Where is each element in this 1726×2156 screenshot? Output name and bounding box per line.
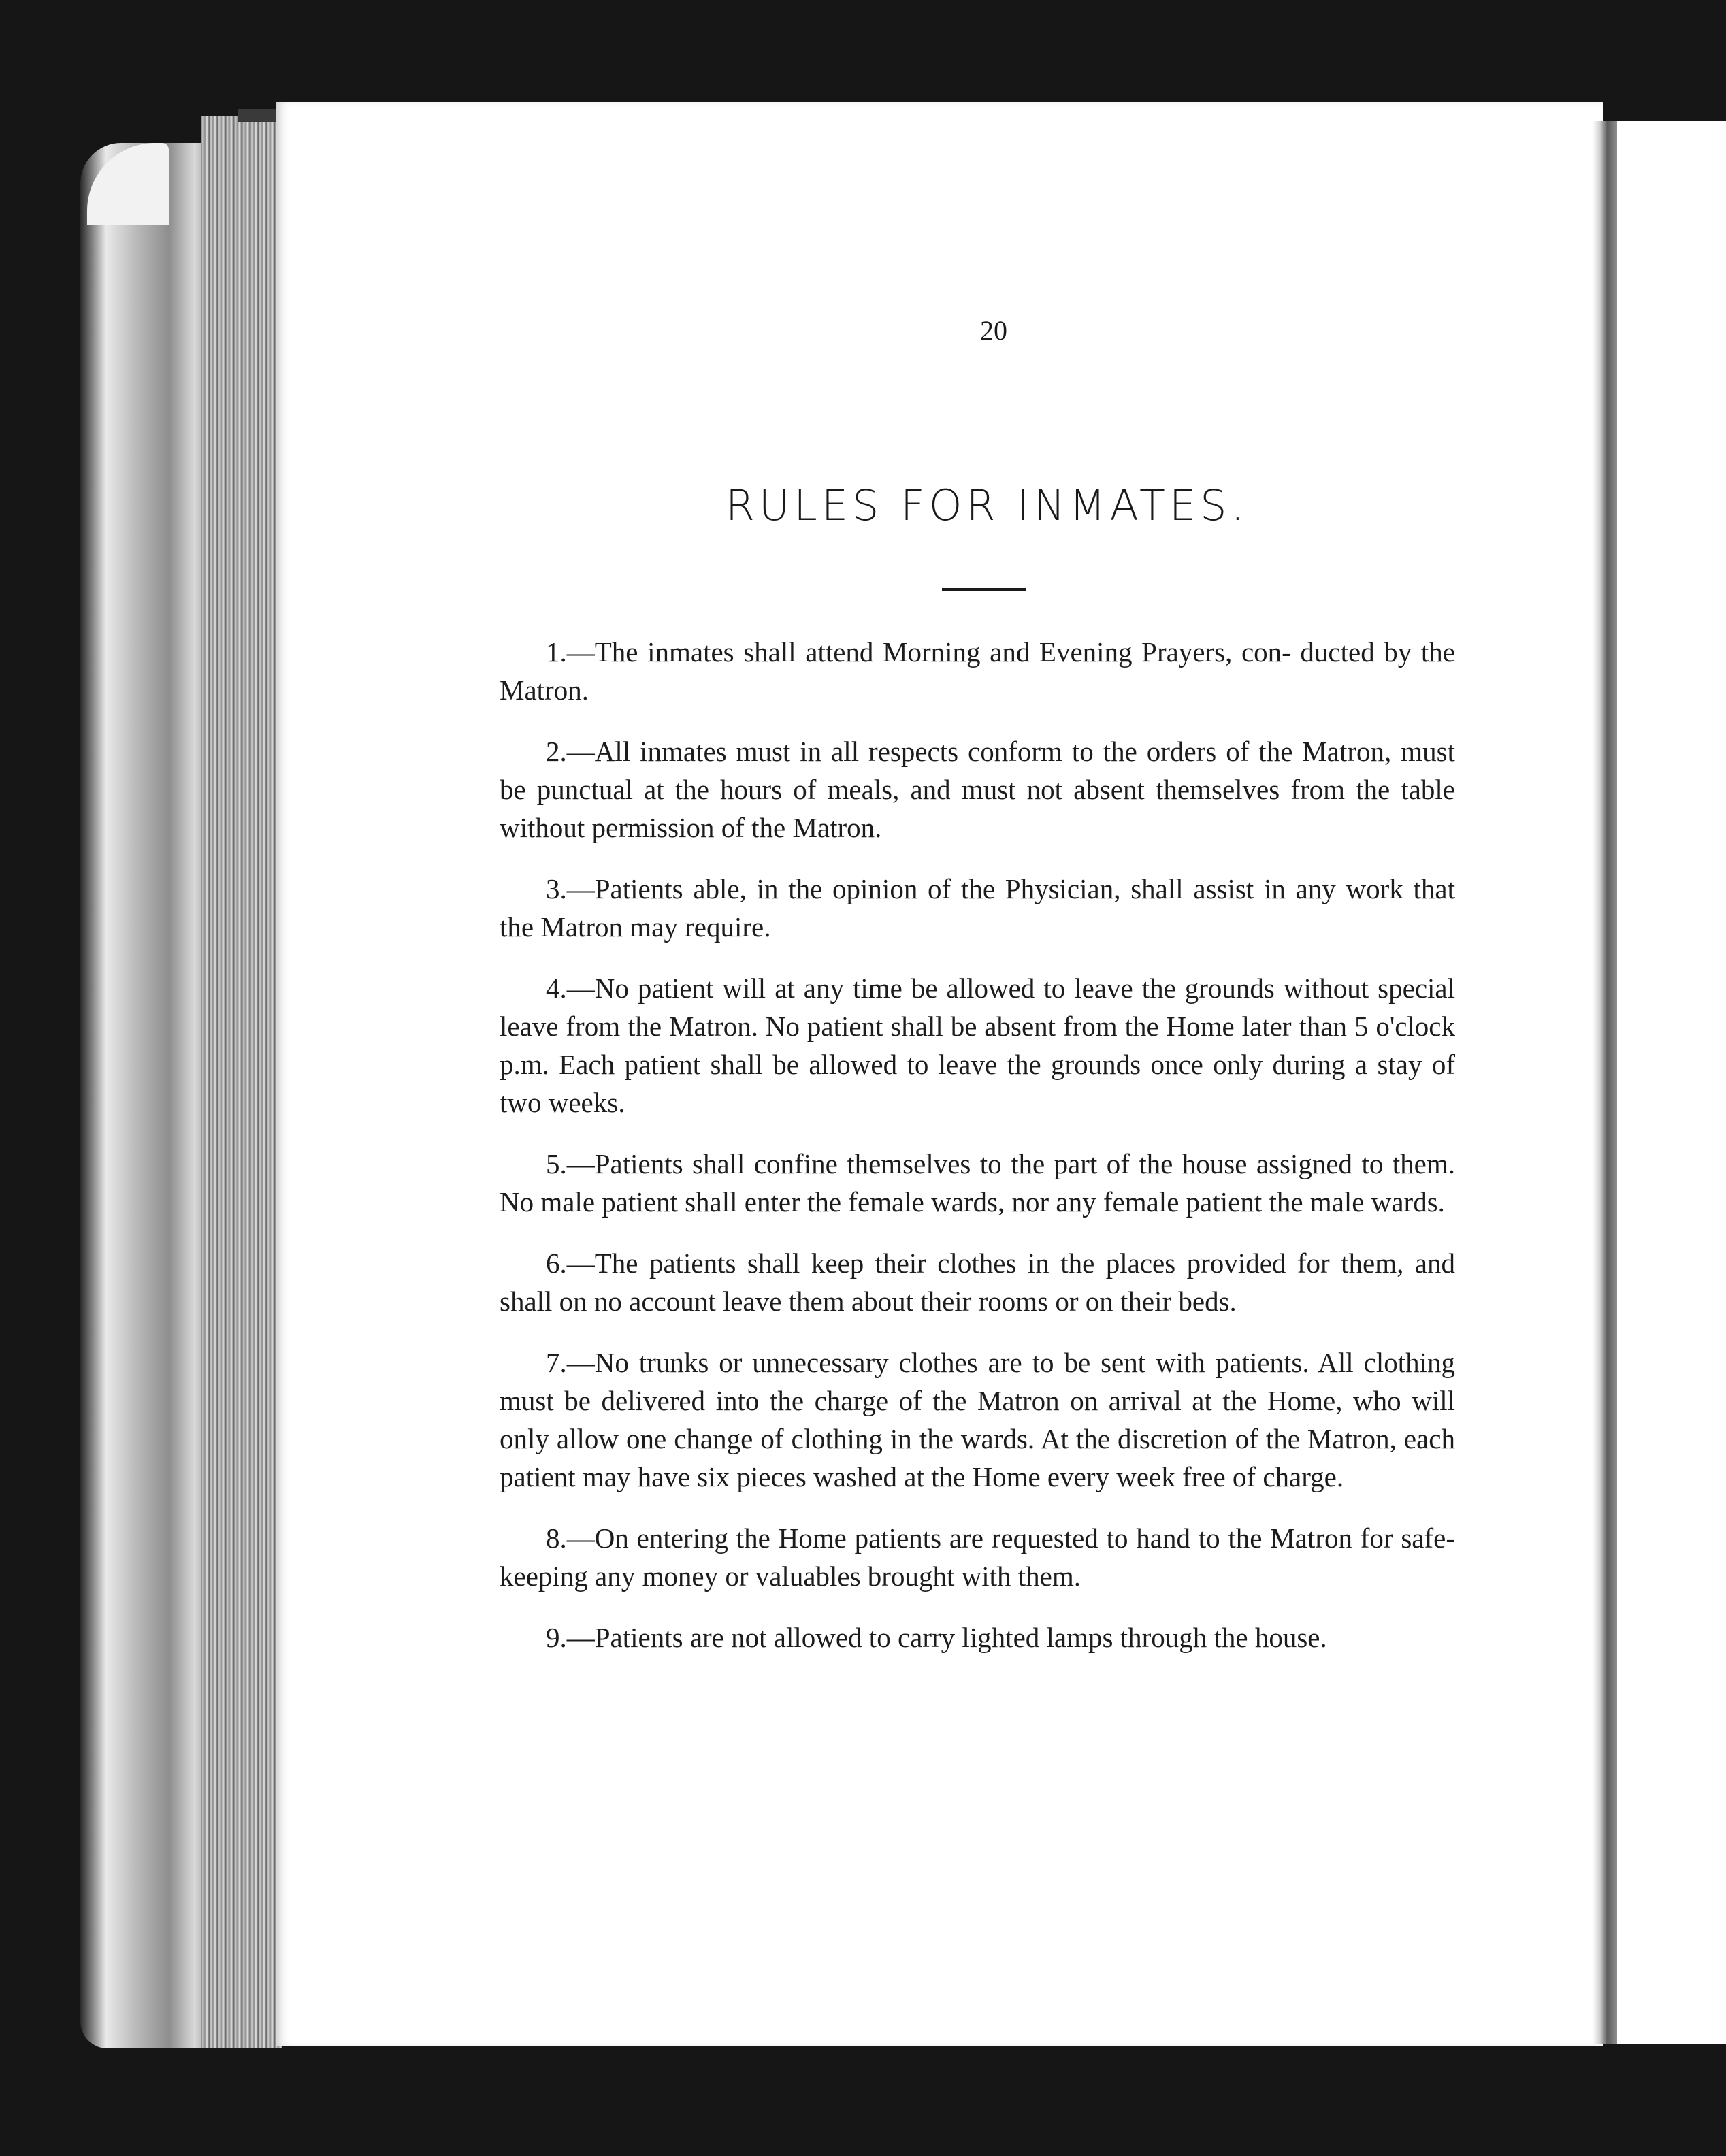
rule-item: 3.—Patients able, in the opinion of the Physician, shall assist in any work that the Matron may require. xyxy=(500,873,1455,943)
rule-item: 7.—No trunks or unnecessary clothes are to be sent with patients. All clothing must be delivered into the charge of the Matron on arrival at the Home, who will only allow one change of clothing in the wards. At the discretion of the Matron, each patient may have six pieces washed at the Home every week free of charge. xyxy=(500,1347,1455,1492)
page-stack xyxy=(201,116,282,2048)
rule-item: 5.—Patients shall confine themselves to the part of the house assigned to them. No male patient shall enter the female wards, nor any female patient the male wards. xyxy=(500,1148,1455,1218)
page-number: 20 xyxy=(980,315,1007,346)
rule-item: 1.—The inmates shall attend Morning and Evening Prayers, con- ducted by the Matron. xyxy=(500,636,1455,706)
rule-item: 9.—Patients are not allowed to carry lighted lamps through the house. xyxy=(546,1622,1327,1653)
rules-list xyxy=(500,633,1455,1680)
rule-item: 8.—On entering the Home patients are requested to hand to the Matron for safe-keeping any money or valuables brought with them. xyxy=(500,1522,1455,1592)
facing-page xyxy=(1617,121,1726,2044)
title-divider xyxy=(942,588,1026,591)
rule-item: 4.—No patient will at any time be allowed to leave the grounds without special leave from the Matron. No patient shall be absent from the Home later than 5 o'clock p.m. Each patient shall be allowed to leave the grounds once only during a stay of two weeks. xyxy=(500,973,1455,1118)
page-title: RULES FOR INMATES. xyxy=(725,480,1249,530)
binding-gutter xyxy=(1593,121,1617,2044)
rule-item: 6.—The patients shall keep their clothes in the places provided for them, and shall on no account leave them about their rooms or on their beds. xyxy=(500,1247,1455,1317)
rule-item: 2.—All inmates must in all respects conform to the orders of the Matron, must be punctual at the hours of meals, and must not absent themselves from the table without permission of the Matron. xyxy=(500,736,1455,843)
